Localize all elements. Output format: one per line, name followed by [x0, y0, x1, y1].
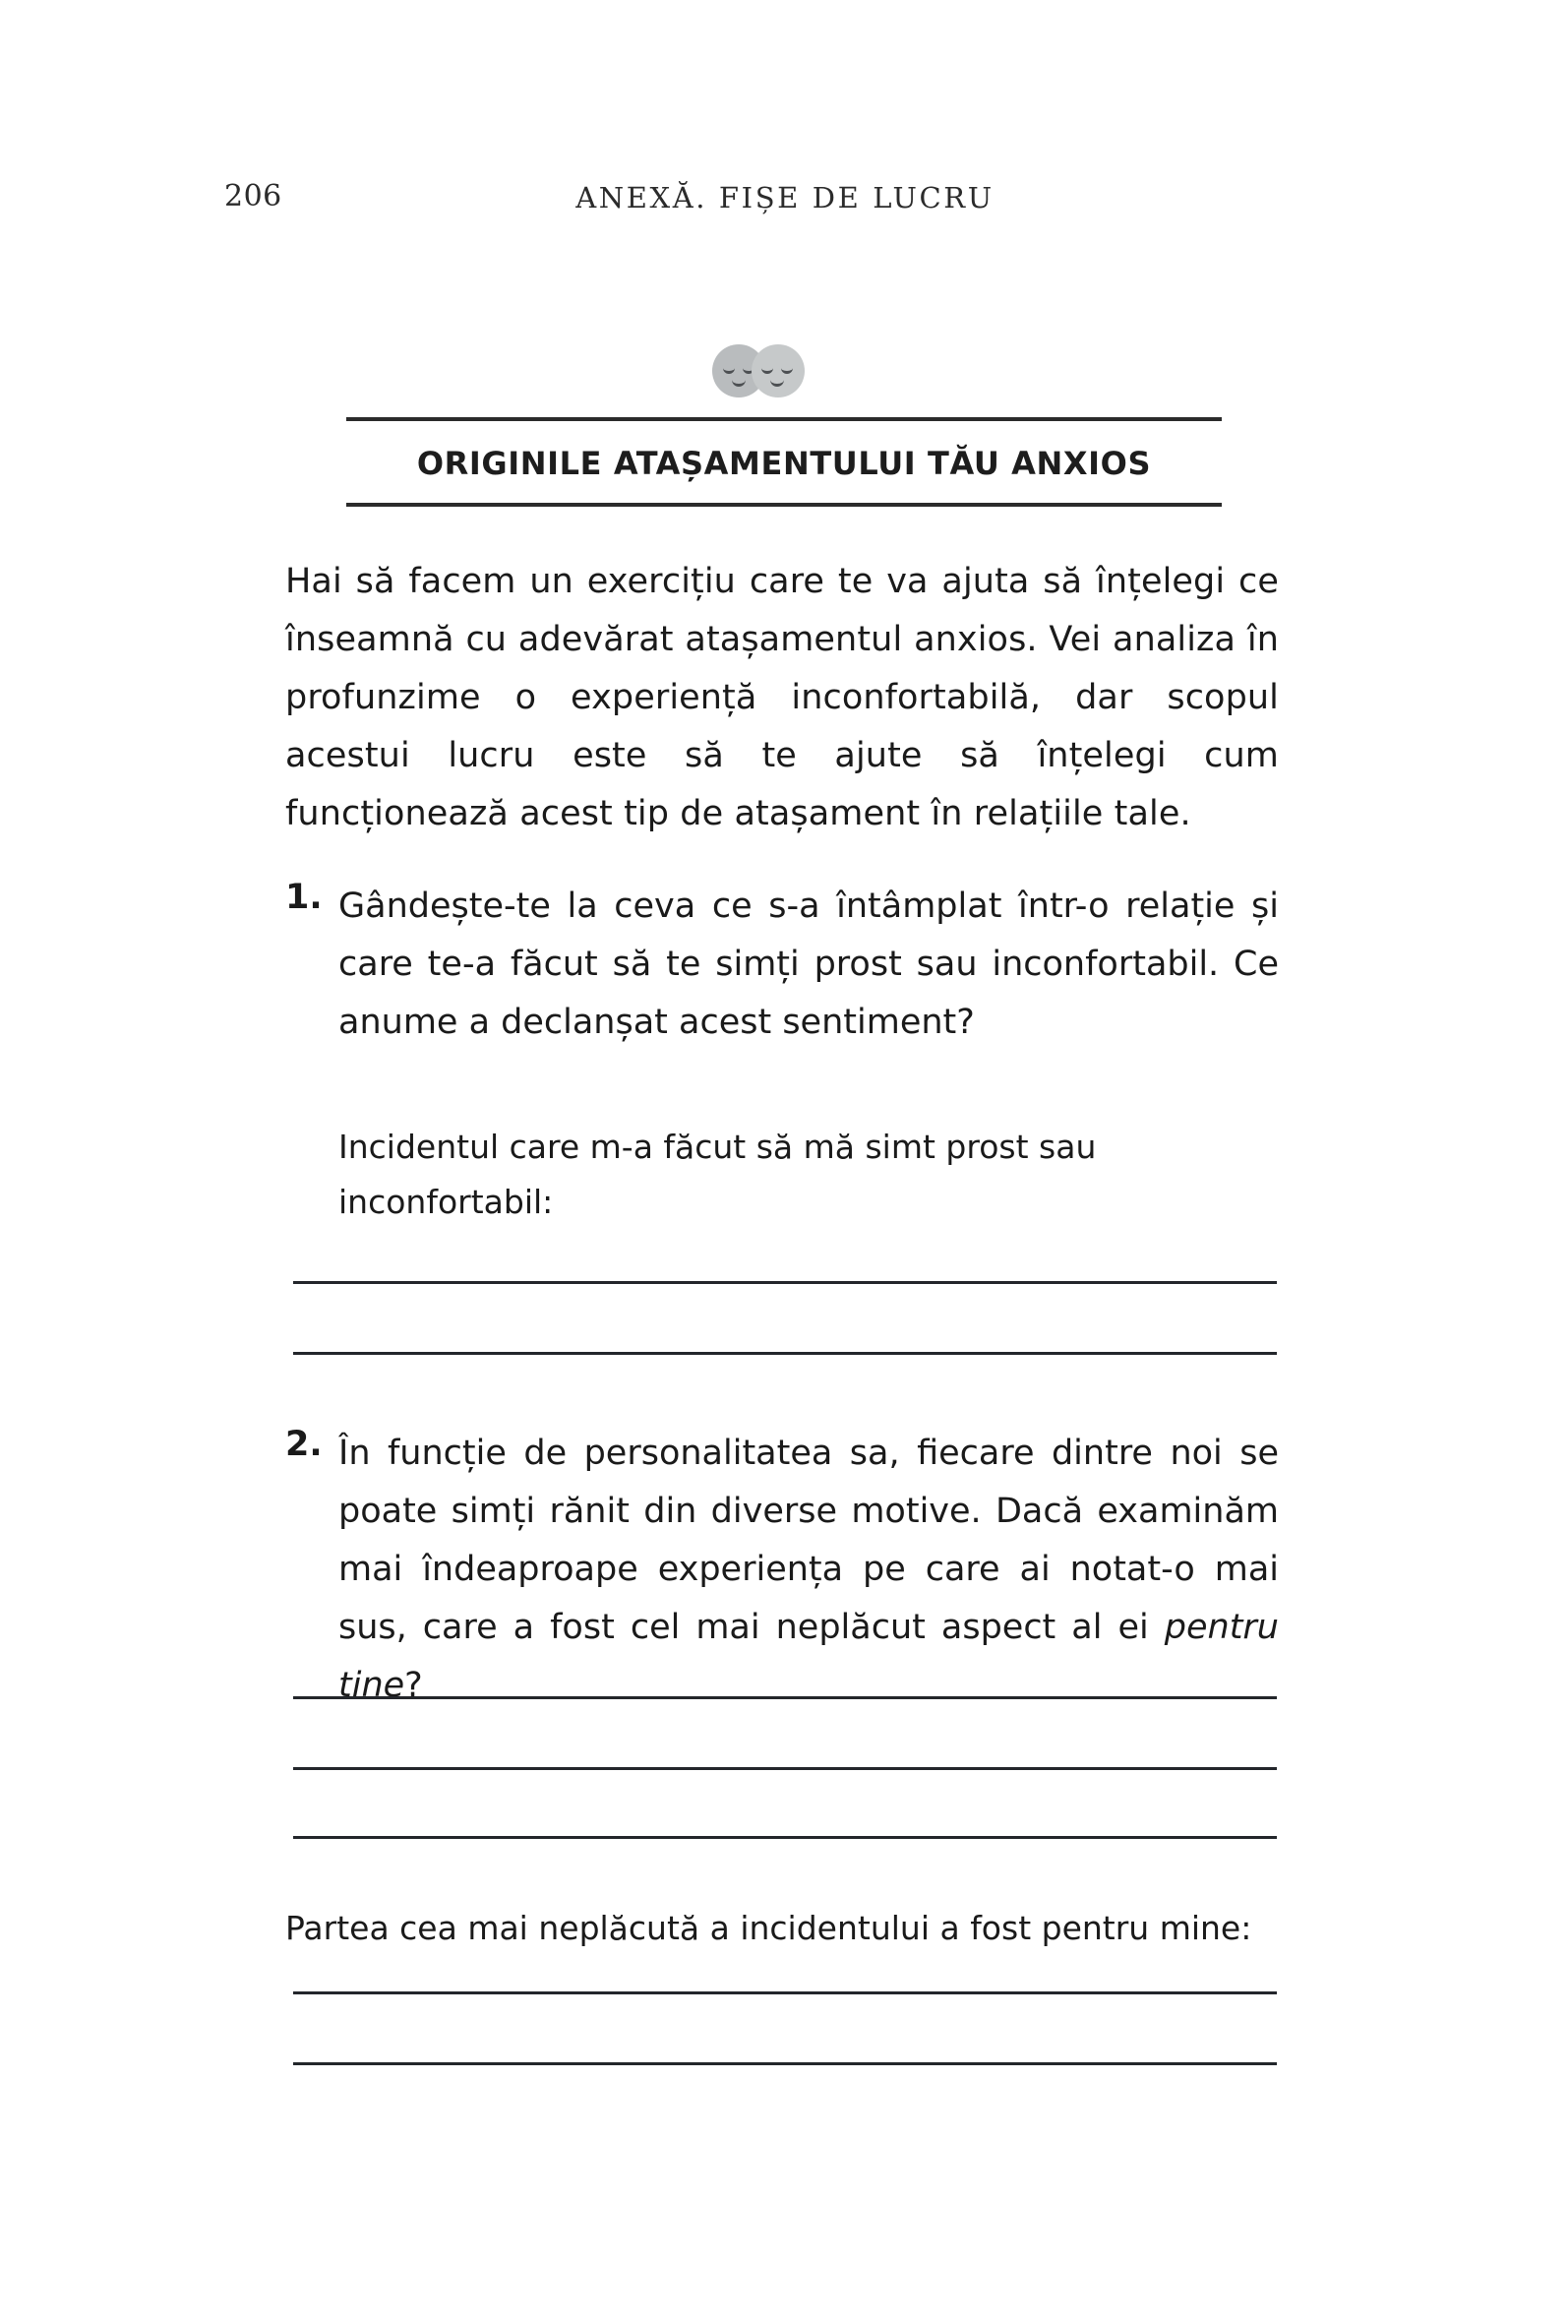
eye-icon [723, 364, 735, 374]
item-text-part-1: În funcție de personalitatea sa, fiecare dintre noi se poate simți rănit din diverse motive. Dacă examinăm mai îndeaproape experiența pe care ai notat-o mai sus, care a fost cel mai neplăcut aspect al ei [338, 1434, 1279, 1647]
item-2-prompt: Partea cea mai neplăcută a incidentului a fost pentru mine: [285, 1909, 1252, 1947]
item-number: 2. [285, 1425, 323, 1464]
eye-icon [761, 364, 773, 374]
item-text [338, 1425, 1279, 1715]
answer-line[interactable] [293, 1991, 1277, 1994]
answer-line[interactable] [293, 1281, 1277, 1284]
item-number: 1. [285, 878, 323, 917]
answer-line[interactable] [293, 1836, 1277, 1839]
item-text-part-2: ? [404, 1666, 423, 1705]
answer-line[interactable] [293, 1767, 1277, 1770]
numbered-item-1 [285, 878, 1279, 1052]
running-head [224, 179, 1346, 224]
mouth-icon [732, 376, 746, 387]
answer-line[interactable] [293, 2062, 1277, 2065]
section-running-title: ANEXĂ. FIȘE DE LUCRU [575, 181, 995, 214]
numbered-item-2 [285, 1425, 1279, 1715]
item-text: Gândește-te la ceva ce s-a întâmplat într-o relație și care te-a făcut să te simți prost sau inconfortabil. Ce anume a declanșat acest sentiment? [338, 887, 1279, 1042]
answer-line[interactable] [293, 1352, 1277, 1355]
title-rule-bottom [346, 503, 1222, 507]
two-sleeping-faces-icon [712, 336, 820, 405]
mouth-icon [770, 376, 784, 387]
page-number: 206 [224, 179, 282, 214]
worksheet-title: ORIGINILE ATAȘAMENTULUI TĂU ANXIOS [416, 445, 1152, 482]
item-1-prompt: Incidentul care m-a făcut să mă simt prost sau inconfortabil: [338, 1128, 1097, 1221]
face-right-shape [752, 344, 805, 398]
worksheet-title-block [346, 417, 1222, 507]
intro-paragraph: Hai să facem un exercițiu care te va ajuta să înțelegi ce înseamnă cu adevărat atașamentul anxios. Vei analiza în profunzime o experiență inconfortabilă, dar scopul acestui lucru este să te ajute să înțelegi cum funcționează acest tip de atașament în relațiile tale. [285, 562, 1279, 833]
answer-line[interactable] [293, 1696, 1277, 1699]
eye-icon [781, 364, 793, 374]
item-text-emphasis: pentru tine [338, 1608, 1279, 1705]
